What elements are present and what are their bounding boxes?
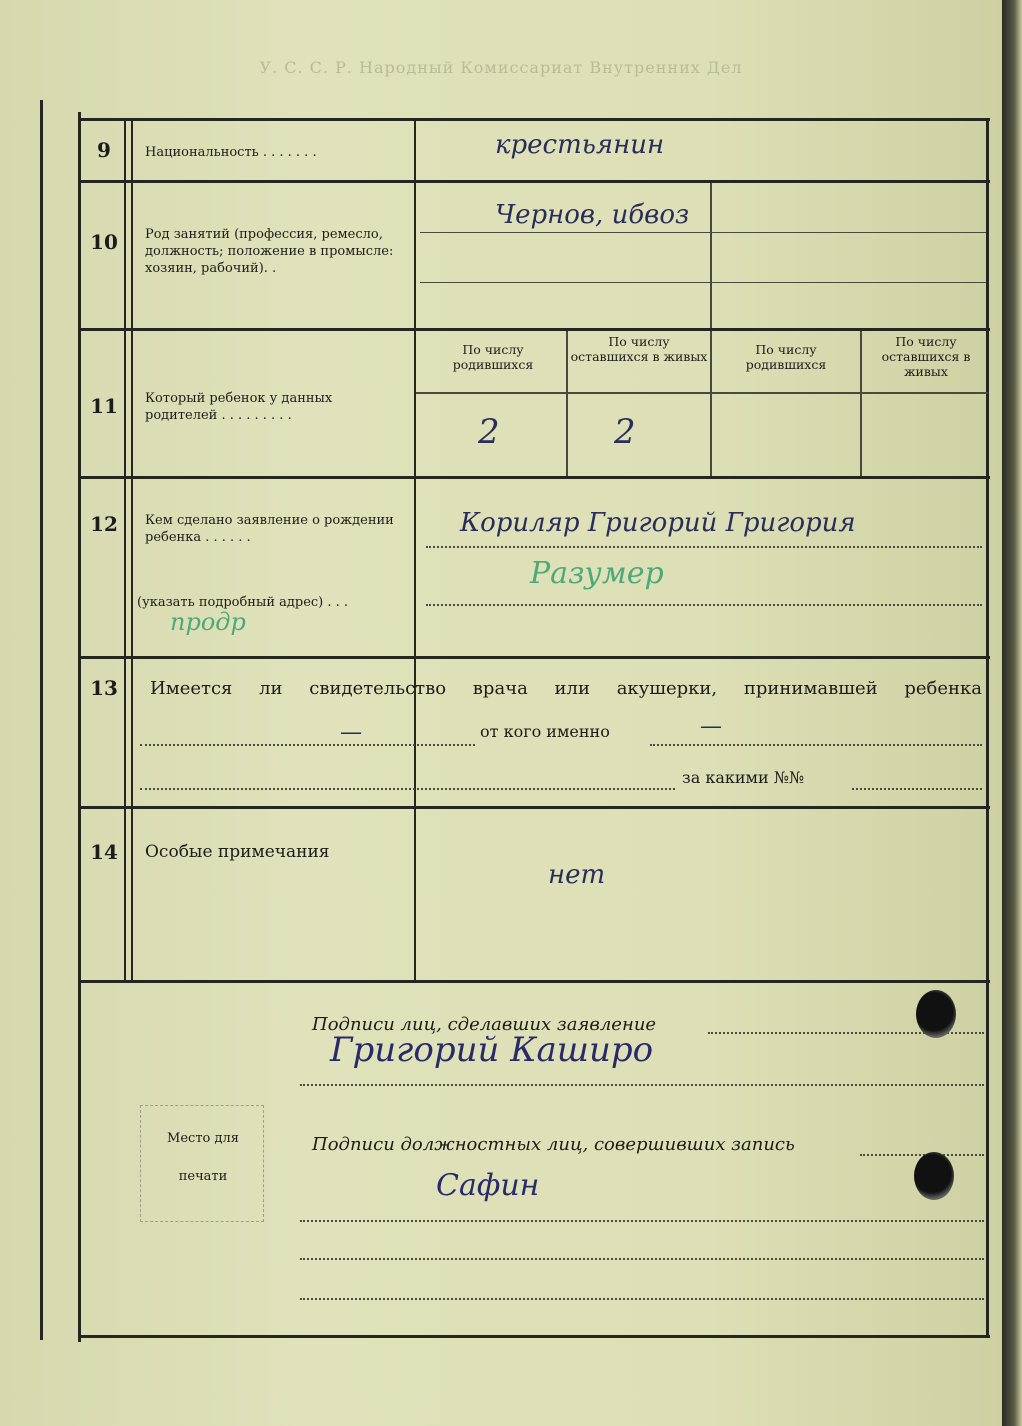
seal-label-2: печати <box>178 1169 228 1184</box>
faded-header: У. С. С. Р. Народный Комиссариат Внутренних Дел <box>259 58 743 77</box>
row-line-14 <box>80 980 990 983</box>
col-divider-b <box>860 330 862 476</box>
address-label: (указать подробный адрес) . . . <box>137 595 349 610</box>
declarant-line-2 <box>426 604 982 606</box>
occupation-value: Чернов, ибвоз <box>495 200 690 230</box>
inner-left-border <box>78 112 81 1342</box>
row-line-11-sub <box>416 392 988 394</box>
occupation-label: Род занятий (профессия, ремесло, должность; положение в промысле: хозяин, рабочий). . <box>145 227 394 276</box>
declarant-value: Кориляр Григорий Григория <box>460 508 856 538</box>
row-line-13 <box>80 806 990 809</box>
address-green-note: продр <box>170 608 246 636</box>
number-column-divider <box>124 118 126 980</box>
row10-line-2 <box>420 282 986 283</box>
col-born-1: По числу родившихся <box>452 342 534 372</box>
col-divider-a <box>566 330 568 476</box>
numbers-label: за какими №№ <box>682 768 805 787</box>
row-line-10 <box>80 328 990 331</box>
row-number-9: 9 <box>97 138 111 162</box>
certificate-question: Имеется ли свидетельство врача или акушерки, принимавшей ребенка <box>150 678 982 699</box>
from-whom-label: от кого именно <box>480 722 610 741</box>
notes-value: нет <box>548 860 606 890</box>
born-count: 2 <box>478 412 500 452</box>
official-signature: Сафин <box>436 1168 540 1203</box>
row-line-12 <box>80 656 990 659</box>
certificate-dash-2: — <box>700 714 722 739</box>
certificate-dash-1: — <box>340 720 362 745</box>
number-column-divider-2 <box>131 118 133 980</box>
col-alive-2: По числу оставшихся в живых <box>881 334 971 379</box>
col-born-2: По числу родившихся <box>745 342 827 372</box>
row-number-12: 12 <box>90 512 118 536</box>
right-border <box>986 118 989 1338</box>
row10-line-1 <box>420 232 986 233</box>
declarant-label: Кем сделано заявление о рождении ребенка . . . . . . <box>145 513 394 545</box>
officials-line-4 <box>300 1298 984 1300</box>
nationality-label: Национальность . . . . . . . <box>145 145 317 160</box>
numbers-line <box>852 788 982 790</box>
officials-line-2 <box>300 1220 984 1222</box>
label-column-divider <box>414 118 416 980</box>
certificate-line-1 <box>140 744 475 746</box>
page-edge-shadow <box>1002 0 1022 1426</box>
alive-count: 2 <box>614 412 636 452</box>
left-border <box>40 100 43 1340</box>
row-line-11 <box>80 476 990 479</box>
row-line-top <box>80 118 990 121</box>
notes-label: Особые примечания <box>145 842 330 862</box>
declarant-address-green: Разумер <box>530 556 664 591</box>
bottom-border <box>78 1335 990 1338</box>
binder-hole-top <box>916 990 956 1038</box>
applicants-signature-label: Подписи лиц, сделавших заявление <box>312 1014 657 1035</box>
nationality-value: крестьянин <box>495 130 665 160</box>
from-whom-line <box>650 744 982 746</box>
officials-signature-label: Подписи должностных лиц, совершивших запись <box>312 1134 795 1155</box>
officials-line-3 <box>300 1258 984 1260</box>
child-order-label: Который ребенок у данных родителей . . . . . . . . . <box>145 391 333 423</box>
applicants-line-2 <box>300 1084 984 1086</box>
row-number-10: 10 <box>90 230 118 254</box>
row-number-14: 14 <box>90 840 118 864</box>
seal-label-1: Место для <box>167 1131 239 1146</box>
certificate-line-2 <box>140 788 675 790</box>
row-number-13: 13 <box>90 676 118 700</box>
row-line-9 <box>80 180 990 183</box>
applicant-signature: Григорий Каширо <box>330 1030 654 1070</box>
binder-hole-bottom <box>914 1152 954 1200</box>
row-number-11: 11 <box>90 394 118 418</box>
seal-box <box>140 1105 264 1222</box>
col-alive-1: По числу оставшихся в живых <box>570 334 708 364</box>
declarant-line-1 <box>426 546 982 548</box>
